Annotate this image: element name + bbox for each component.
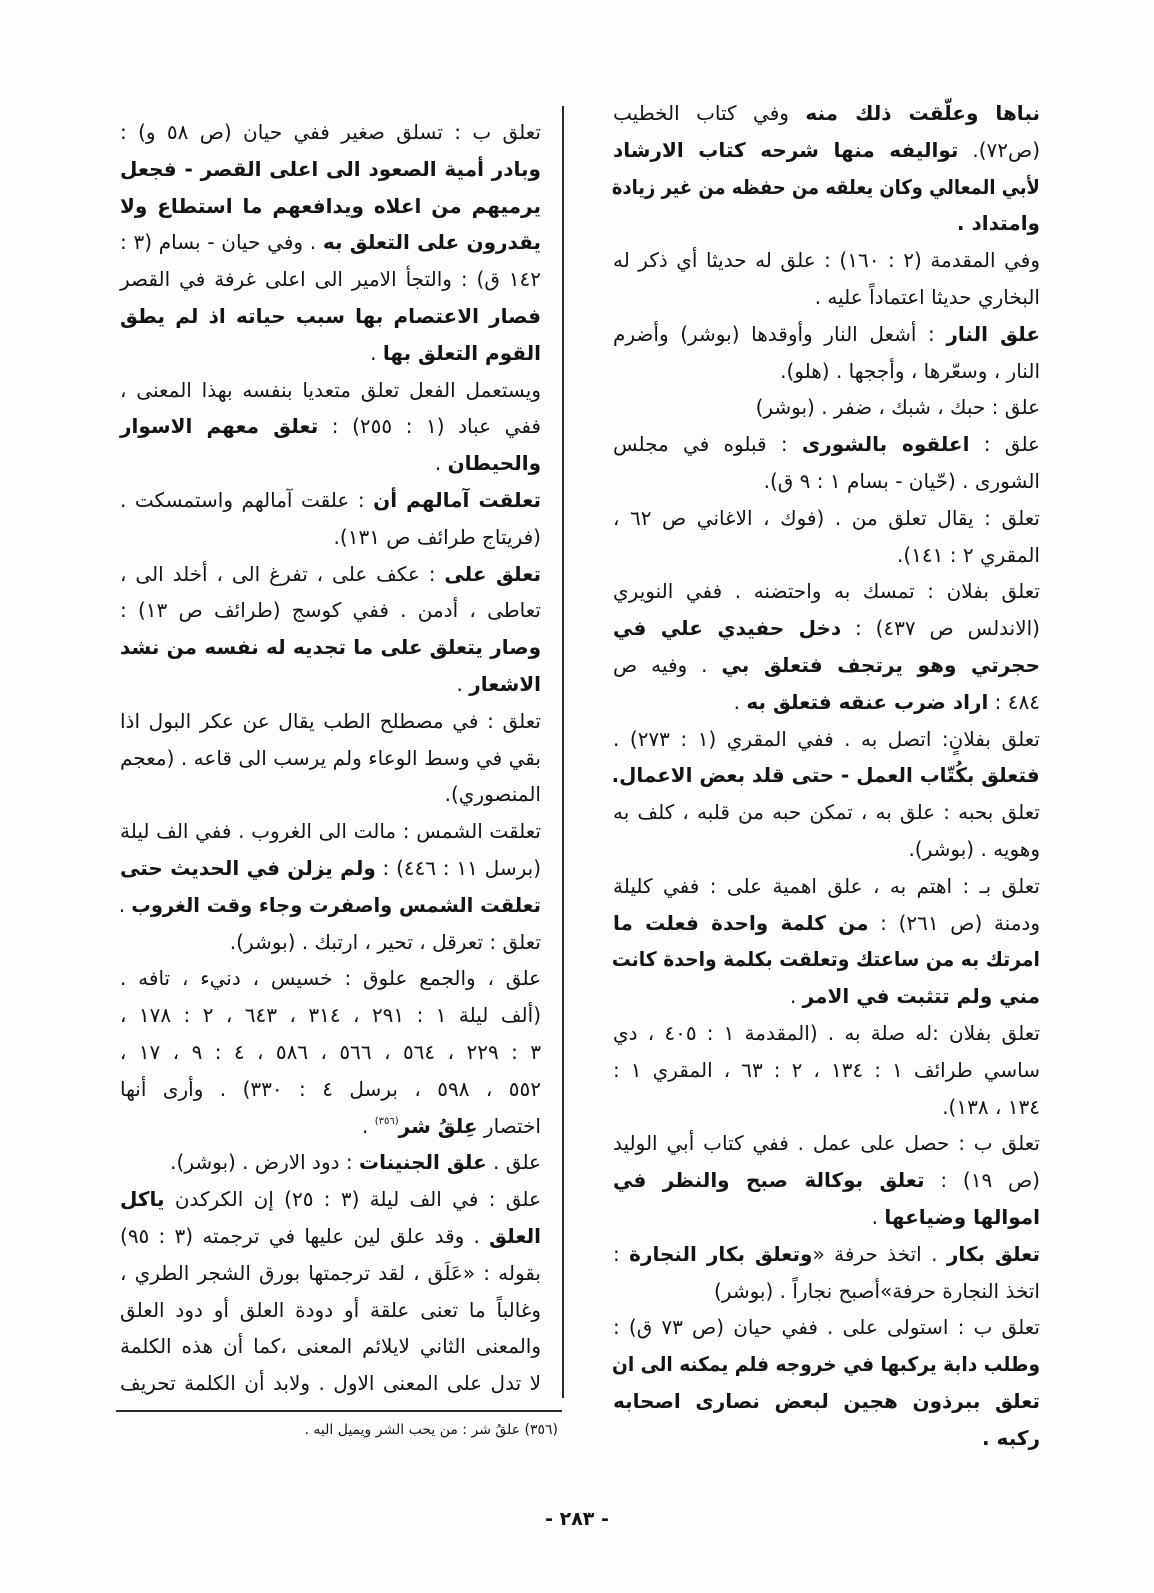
bold-text: يرميهم من اعلاه ويدافعهم ما استطاع ولا	[120, 193, 541, 218]
text-run: ففي عباد (١ : ٢٥٥) :	[318, 414, 541, 439]
left-column	[119, 114, 541, 1402]
line-text	[613, 905, 1040, 942]
dictionary-entry	[119, 703, 541, 813]
text-run: علق : حبك ، شبك ، ضفر . (بوشر)	[755, 395, 1040, 420]
text-line	[119, 740, 541, 777]
text-run: . وفيه ص	[613, 652, 722, 677]
line-text	[120, 261, 541, 298]
text-line	[612, 684, 1040, 721]
text-run: تعلقت الشمس : مالت الى الغروب . ففي الف ليلة	[120, 819, 541, 844]
text-line	[612, 537, 1040, 574]
bold-text: نباها وعلّقت ذلك منه	[805, 101, 1040, 125]
bold-text: امرتك به من ساعتك وتعلقت بكلمة واحدة كانت	[612, 947, 1040, 972]
text-run: (ص ١٩) :	[924, 1168, 1040, 1193]
text-line	[119, 960, 541, 997]
text-run: ٣ : ٢٢٩ ، ٥٦٤ ، ٥٦٦ ، ٥٨٦ ، ٤ : ٩ ، ١٧ ،	[119, 1039, 541, 1064]
line-text	[942, 1089, 1040, 1126]
page-number: - ٢٨٣ -	[545, 1508, 609, 1530]
dictionary-entry	[612, 500, 1040, 574]
bold-text: تعلقت آمالهم أن	[373, 487, 541, 512]
bold-text: وامتداد .	[956, 211, 1040, 236]
text-line	[119, 924, 541, 961]
text-line	[612, 169, 1040, 206]
text-run: المنصوري).	[444, 782, 541, 807]
bold-text: علق النار	[946, 321, 1040, 346]
text-run: ويستعمل الفعل تعلق متعديا بنفسه بهذا المعنى ،	[120, 377, 541, 402]
text-line	[612, 794, 1040, 831]
line-text	[982, 1420, 1040, 1457]
text-run: علق :	[969, 432, 1040, 457]
text-line	[612, 1273, 1040, 1310]
dictionary-entry	[612, 389, 1040, 426]
text-run: : علقت آمالهم واستمسكت .	[120, 487, 374, 512]
line-text	[897, 537, 1040, 574]
line-text	[714, 1273, 1040, 1310]
text-line	[119, 372, 541, 409]
text-run: تعلق ب : تسلق صغير ففي حيان (ص ٥٨ و) :	[120, 120, 541, 144]
text-run: :	[613, 1241, 630, 1266]
text-line	[612, 353, 1040, 390]
bold-text: لأبي المعالي وكان يعلقه من حفظه من غير زيادة	[612, 174, 1040, 199]
line-text	[120, 1071, 541, 1108]
right-column	[612, 95, 1040, 1456]
bold-text: علق الجنينات	[358, 1150, 487, 1175]
bold-text: اراد ضرب عنقه فتعلق به	[746, 689, 989, 714]
text-run: . اتخذ حرفة «	[812, 1241, 947, 1266]
line-text	[613, 1015, 1040, 1052]
text-run: علق .	[486, 1150, 541, 1175]
bold-text: فصار الاعتصام بها سبب حياته اذ لم يطق	[120, 303, 541, 328]
text-line	[612, 242, 1040, 279]
bold-text: فتعلق بكُتّاب العمل - حتى قلد بعض الاعمال.	[612, 763, 1040, 788]
bold-text: تعلق ببرذون هجين لبعض نصارى اصحابه	[613, 1388, 1040, 1413]
text-run: علق ، والجمع علوق : خسيس ، دنيء ، تافه .	[120, 966, 541, 991]
bold-text: من كلمة واحدة فعلت ما	[613, 910, 869, 935]
line-text	[612, 941, 1040, 978]
dictionary-entry	[612, 794, 1040, 868]
text-run: البخاري حديثا اعتماداً عليه .	[814, 284, 1040, 309]
text-run: النار ، وسعّرها ، وأججها . (هلو).	[780, 358, 1040, 383]
line-text	[120, 151, 541, 188]
dictionary-entry	[612, 242, 1040, 316]
text-line	[119, 887, 541, 924]
dictionary-entry	[612, 721, 1040, 795]
dictionary-entry	[119, 924, 541, 961]
text-run: : أشعل النار وأوقدها (بوشر) وأضرم	[613, 321, 947, 346]
text-run: علق : في الف ليلة (٣ : ٢٥) إن الكركدن	[164, 1187, 541, 1212]
text-run: .	[456, 671, 470, 696]
line-text	[613, 721, 1040, 758]
text-line	[119, 850, 541, 887]
text-line	[119, 224, 541, 261]
line-text	[613, 500, 1040, 537]
text-run: ١٤٢ ق) : والتجأ الامير الى اعلى غرفة في القصر	[120, 267, 541, 292]
text-line	[119, 666, 541, 703]
bold-text: تعلق معهم الاسوار	[120, 414, 319, 439]
text-run: وفي كتاب الخطيب	[613, 101, 806, 125]
text-run: وغالباً ما تعنى علقة أو دودة العلق أو دود العلق	[120, 1297, 541, 1322]
bold-text: وبادر أمية الصعود الى اعلى القصر - فجعل	[120, 156, 541, 181]
text-run: تعاطى ، أدمن . ففي كوسج (طرائف ص ١٣) :	[120, 598, 541, 623]
text-run: تعلق : تعرقل ، تحير ، ارتبك . (بوشر).	[229, 929, 541, 954]
line-text	[613, 95, 1040, 132]
text-run: والمعنى الثاني لايلائم المعنى ،كما أن هذه الكلمة	[120, 1334, 541, 1359]
dictionary-entry	[119, 960, 541, 1144]
line-text	[120, 703, 541, 740]
text-line	[612, 757, 1040, 794]
text-line	[119, 1181, 541, 1218]
text-line	[119, 703, 541, 740]
text-line	[612, 1015, 1040, 1052]
text-run: . وقد علق لين عليها في ترجمته (٣ : ٩٥)	[120, 1223, 490, 1248]
bold-text: وصار يتعلق على ما تجديه له نفسه من نشد	[120, 635, 541, 660]
column-divider	[562, 106, 564, 1398]
text-line	[612, 316, 1040, 353]
bold-text: مني ولم تتثبت في الامر	[802, 984, 1040, 1009]
line-text	[120, 114, 541, 151]
text-line	[612, 1162, 1040, 1199]
line-text	[815, 279, 1040, 316]
line-text	[120, 629, 541, 666]
text-line	[119, 151, 541, 188]
text-line	[612, 426, 1040, 463]
text-line	[612, 610, 1040, 647]
text-run: (ص٧٢).	[958, 137, 1040, 162]
line-text	[334, 519, 541, 556]
line-text	[120, 1365, 541, 1402]
line-text	[120, 1292, 541, 1329]
text-line	[612, 1309, 1040, 1346]
text-run: .	[871, 1204, 885, 1229]
text-run: لا تدل على المعنى الاول . ولابد أن الكلمة تحريف	[120, 1371, 541, 1396]
text-run: .	[119, 892, 132, 917]
line-text	[613, 1236, 1040, 1273]
line-text	[170, 1144, 541, 1181]
text-run: (الاندلس ص ٤٣٧) :	[841, 616, 1040, 641]
text-line	[119, 1255, 541, 1292]
text-line	[612, 868, 1040, 905]
text-line	[119, 629, 541, 666]
text-line	[119, 1108, 541, 1145]
line-text	[613, 573, 1040, 610]
line-text	[120, 298, 541, 335]
text-line	[612, 721, 1040, 758]
line-text	[120, 1034, 541, 1071]
dictionary-entry	[119, 556, 541, 703]
text-line	[119, 1328, 541, 1365]
bold-text: اموالها وضياعها	[884, 1204, 1040, 1229]
text-run: وهويه . (بوشر).	[908, 836, 1040, 861]
text-line	[119, 445, 541, 482]
text-run: ٤٨٤ :	[988, 689, 1040, 714]
dictionary-entry	[119, 1144, 541, 1181]
dictionary-entry	[119, 482, 541, 556]
text-line	[119, 556, 541, 593]
bold-text: الاشعار	[469, 671, 541, 696]
line-text	[457, 666, 541, 703]
line-text	[230, 924, 541, 961]
text-run: ودمنة (ص ٢٦١) :	[868, 910, 1040, 935]
bold-text: وطلب دابة يركبها في خروجه فلم يمكنه الى ان	[612, 1352, 1040, 1377]
text-line	[119, 1144, 541, 1181]
bold-text: تعلق بوكالة صبح والنظر في	[612, 1168, 925, 1193]
text-run: المقري ٢ : ١٤١).	[897, 542, 1040, 567]
text-line	[119, 114, 541, 151]
line-text	[120, 1328, 541, 1365]
text-run: تعلق بحبه : علق به ، تمكن حبه من قلبه ، كلف به	[613, 800, 1040, 825]
bold-text: ركبه .	[982, 1425, 1040, 1450]
bold-text: العلق	[489, 1223, 541, 1248]
bold-text: ياكل	[119, 1187, 165, 1212]
line-text	[120, 372, 541, 409]
text-run: تعلق ب : استولى على . ففي حيان (ص ٧٣ ق) :	[613, 1315, 1040, 1340]
bold-text: يقدرون على التعلق به	[322, 230, 541, 255]
line-text	[613, 1383, 1040, 1420]
text-line	[119, 408, 541, 445]
text-run: وفي المقدمة (٢ : ١٦٠) : علق له حديثا أي ذكر له	[612, 248, 1040, 273]
dictionary-entry	[612, 316, 1040, 390]
dictionary-entry	[119, 1181, 541, 1402]
bold-text: عِلقُ شر	[398, 1113, 478, 1138]
dictionary-entry	[612, 1125, 1040, 1235]
dictionary-entry	[612, 573, 1040, 720]
text-line	[612, 132, 1040, 169]
text-run: ساسي طرائف ١ : ١٣٤ ، ٢ : ٦٣ ، المقري ١ :	[612, 1057, 1040, 1082]
line-text	[120, 960, 541, 997]
text-line	[612, 389, 1040, 426]
line-text	[613, 610, 1040, 647]
line-text	[612, 1346, 1040, 1383]
line-text	[119, 887, 541, 924]
line-text	[872, 1199, 1040, 1236]
line-text	[445, 776, 541, 813]
bold-text: والحيطان	[447, 451, 541, 476]
text-line	[119, 335, 541, 372]
text-line	[612, 1199, 1040, 1236]
bold-text: اعلقوه بالشورى	[801, 432, 970, 457]
line-text	[120, 850, 541, 887]
text-line	[612, 573, 1040, 610]
line-text	[780, 353, 1040, 390]
text-run: .	[370, 340, 383, 365]
line-text	[120, 188, 541, 225]
dictionary-entry	[612, 426, 1040, 500]
text-line	[612, 95, 1040, 132]
text-line	[119, 482, 541, 519]
text-line	[612, 941, 1040, 978]
text-run: .	[434, 451, 448, 476]
text-line	[119, 1365, 541, 1402]
text-line	[612, 1125, 1040, 1162]
text-line	[119, 1071, 541, 1108]
line-text	[362, 1108, 541, 1145]
line-text	[908, 831, 1040, 868]
line-text	[120, 592, 541, 629]
line-text	[613, 132, 1040, 169]
bold-text: حجرتي وهو يرتجف فتعلق بي	[721, 652, 1040, 677]
text-line	[612, 647, 1040, 684]
text-line	[119, 261, 541, 298]
dictionary-entry	[119, 372, 541, 482]
line-text	[613, 868, 1040, 905]
line-text	[120, 556, 541, 593]
bold-text: تعلق بكار	[946, 1241, 1040, 1266]
text-run: تعلق بفلان : تمسك به واحتضنه . ففي النويري	[613, 579, 1040, 604]
text-run: الشورى . (حّيان - بسام ١ : ٩ ق).	[763, 468, 1040, 493]
line-text	[790, 978, 1040, 1015]
footnote-rule	[116, 1410, 562, 1412]
line-text	[613, 1309, 1040, 1346]
dictionary-entry	[612, 1236, 1040, 1310]
text-run: (فريتاج طرائف ص ١٣١).	[333, 524, 541, 549]
text-run: (برسل ١١ : ٤٤٦) :	[375, 855, 541, 880]
text-line	[119, 1292, 541, 1329]
line-text	[613, 1125, 1040, 1162]
text-line	[612, 1236, 1040, 1273]
text-run: تعلق ب : حصل على عمل . ففي كتاب أبي الوليد	[613, 1131, 1040, 1156]
text-run: تعلق بفلان :له صلة به . (المقدمة ١ : ٤٠٥ ، دي	[612, 1020, 1040, 1045]
text-run: (ألف ليلة ١ : ٢٩١ ، ٣١٤ ، ٦٤٣ ، ٢ : ١٧٨ ،	[119, 1003, 541, 1028]
text-line	[119, 1218, 541, 1255]
text-line	[612, 1383, 1040, 1420]
bold-text: تواليفه منها شرحه كتاب الارشاد	[613, 137, 959, 162]
text-run: : عكف على ، تفرغ الى ، أخلد الى ،	[119, 561, 445, 586]
line-text	[613, 647, 1040, 684]
text-run: .	[733, 689, 747, 714]
text-run: : دود الارض . (بوشر).	[170, 1150, 359, 1175]
text-run: اتخذ النجارة حرفة»أصبح نجاراً . (بوشر)	[714, 1278, 1040, 1303]
line-text	[613, 316, 1040, 353]
line-text	[120, 482, 541, 519]
line-text	[764, 463, 1040, 500]
line-text	[120, 1218, 541, 1255]
line-text	[370, 335, 541, 372]
text-line	[612, 463, 1040, 500]
dictionary-entry	[119, 813, 541, 923]
text-line	[612, 500, 1040, 537]
text-run: .	[361, 1113, 375, 1138]
text-line	[119, 997, 541, 1034]
line-text	[734, 684, 1040, 721]
text-run: تعلق : يقال تعلق من . (فوك ، الاغاني ص ٦٢ ،	[612, 505, 1040, 530]
text-line	[612, 831, 1040, 868]
dictionary-entry	[612, 868, 1040, 1015]
bold-text: تعلقت الشمس واصفرت وجاء وقت الغروب	[131, 892, 541, 917]
line-text	[957, 205, 1040, 242]
text-line	[119, 592, 541, 629]
line-text	[613, 794, 1040, 831]
text-line	[612, 1420, 1040, 1457]
text-line	[119, 298, 541, 335]
line-text	[120, 224, 541, 261]
bold-text: ولم يزلن في الحديث حتى	[120, 855, 376, 880]
line-text	[120, 997, 541, 1034]
text-run: تعلق بـ : اهتم به ، علق اهمية على : ففي كليلة	[613, 873, 1040, 898]
text-run: تعلق بفلانٍ: اتصل به . ففي المقري (١ : ٢٧٣) .	[613, 726, 1040, 751]
bold-text: تعلق على	[444, 561, 541, 586]
text-line	[119, 188, 541, 225]
line-text	[613, 1162, 1040, 1199]
text-run: بقوله : «عَلَق ، لقد ترجمتها بورق الشجر الطري ،	[120, 1260, 541, 1285]
footnote: (٣٥٦) علقُ شر : من يحب الشر ويميل اليه .	[304, 1422, 558, 1438]
dictionary-entry	[612, 1309, 1040, 1456]
text-line	[119, 776, 541, 813]
line-text	[613, 1052, 1040, 1089]
text-run: . وفي حيان - بسام (٣ :	[120, 230, 323, 255]
text-run: بقي في وسط الوعاء ولم يرسب الى قاعه . (معجم	[120, 745, 541, 770]
line-text	[613, 242, 1040, 279]
bold-text: دخل حفيدي علي في	[613, 616, 842, 641]
line-text	[612, 169, 1040, 206]
bold-text: وتعلق بكار النجارة	[629, 1241, 813, 1266]
text-line	[612, 279, 1040, 316]
line-text	[120, 1255, 541, 1292]
line-text	[756, 389, 1040, 426]
text-line	[612, 905, 1040, 942]
line-text	[612, 757, 1040, 794]
line-text	[120, 740, 541, 777]
text-line	[119, 813, 541, 850]
text-run: ٥٥٢ ، ٥٩٨ ، برسل ٤ : ٣٣٠) . وأرى أنها	[119, 1076, 541, 1101]
line-text	[120, 408, 541, 445]
text-run: ١٣٤ ، ١٣٨).	[942, 1094, 1040, 1119]
text-run: : قبلوه في مجلس	[613, 432, 802, 457]
line-text	[120, 813, 541, 850]
text-run: .	[789, 984, 803, 1009]
text-line	[612, 978, 1040, 1015]
footnote-ref: (٣٥٦)	[374, 1115, 399, 1127]
text-line	[612, 1089, 1040, 1126]
line-text	[613, 426, 1040, 463]
text-line	[612, 205, 1040, 242]
dictionary-entry	[119, 114, 541, 372]
dictionary-entry	[612, 95, 1040, 242]
dictionary-entry	[612, 1015, 1040, 1125]
text-line	[612, 1346, 1040, 1383]
text-line	[612, 1052, 1040, 1089]
text-line	[119, 1034, 541, 1071]
line-text	[120, 1181, 541, 1218]
text-run: تعلق : في مصطلح الطب يقال عن عكر البول اذا	[120, 708, 541, 733]
bold-text: القوم التعلق بها	[382, 340, 541, 365]
line-text	[435, 445, 541, 482]
text-line	[119, 519, 541, 556]
text-run: اختصار	[477, 1113, 541, 1138]
